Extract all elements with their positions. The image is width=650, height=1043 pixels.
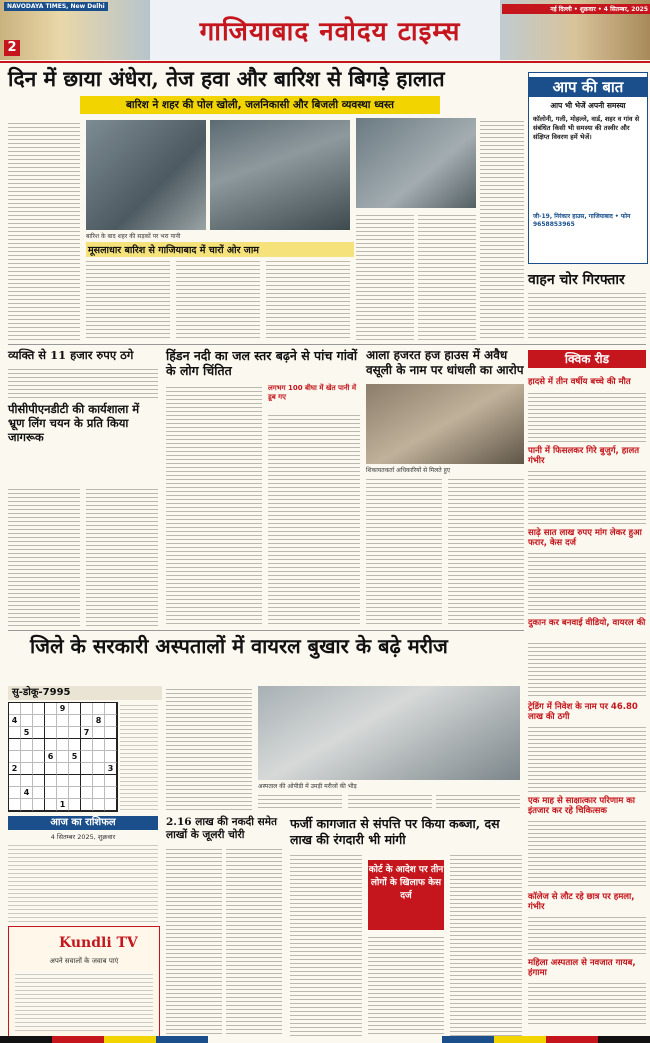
quick-read-body-2 (528, 468, 646, 524)
quick-read-item-3: साढ़े सात लाख रुपए मांग लेकर हुआ फरार, केस दर्ज (528, 528, 642, 548)
fraud-headline: फर्जी कागजात से संपत्ति पर किया कब्जा, दस लाख की रंगदारी भी मांगी (290, 816, 500, 847)
sudoku-cell (81, 799, 93, 811)
aap-ki-baat-contact: जी-19, निरंकार हाउस, गाजियाबाद • फोन 9658853965 (533, 213, 631, 228)
lead-body-col1 (8, 120, 80, 340)
sudoku-cell (33, 703, 45, 715)
quick-read-body-3 (528, 550, 646, 614)
sudoku-cell (105, 727, 117, 739)
sudoku-cell (45, 799, 57, 811)
sudoku-cell (57, 751, 69, 763)
sudoku-cell (45, 763, 57, 775)
awadh-photo (366, 384, 524, 464)
sudoku-cell (69, 727, 81, 739)
quick-read-body-7 (528, 914, 646, 954)
fraud-callout: कोर्ट के आदेश पर तीन लोगों के खिलाफ केस दर्ज (368, 860, 444, 930)
sudoku-cell (81, 715, 93, 727)
sudoku-cell (81, 775, 93, 787)
sudoku-cell (81, 739, 93, 751)
sudoku-cell (69, 787, 81, 799)
hindon-headline: हिंडन नदी का जल स्तर बढ़ने से पांच गांवों के लोग चिंतित (166, 348, 358, 378)
lead-headline: दिन में छाया अंधेरा, तेज हवा और बारिश से बिगड़े हालात (8, 66, 445, 91)
sudoku-cell: 8 (93, 715, 105, 727)
ad-body (15, 971, 153, 1031)
nala-body-2 (226, 846, 282, 1036)
awadh-body-2 (448, 476, 524, 626)
sudoku-cell (21, 739, 33, 751)
masthead (0, 0, 650, 60)
sudoku-cell (105, 715, 117, 727)
page-number: 2 (4, 40, 20, 56)
sudoku-cell (45, 739, 57, 751)
aap-ki-baat-subtitle: आप भी भेजें अपनी समस्या (550, 101, 626, 110)
lead-photo-1 (86, 120, 206, 230)
quick-read-item-7: कॉलेज से लौट रहे छात्र पर हमला, गंभीर (528, 892, 635, 912)
sudoku-cell: 1 (57, 799, 69, 811)
awadh-photo-caption: शिकायतकर्ता अधिकारियों से मिलते हुए (366, 467, 451, 474)
sudoku-cell (93, 763, 105, 775)
sudoku-cell (21, 763, 33, 775)
awadh-headline: आला हजरत हज हाउस में अवैध वसूली के नाम पर धांधली का आरोप (366, 348, 524, 377)
hindon-body-1 (166, 384, 262, 626)
sudoku-cell (45, 727, 57, 739)
quick-read-body-1 (528, 390, 646, 442)
aap-ki-baat-box (528, 72, 648, 264)
quick-read-label: क्विक रीड (528, 350, 646, 368)
hindon-body-2 (268, 412, 360, 626)
sudoku-cell (93, 739, 105, 751)
arrest-body (528, 290, 646, 340)
lead-inner-head: मूसलाधार बारिश से गाजियाबाद में चारों ओर जाम (86, 242, 354, 257)
sudoku-cell (21, 751, 33, 763)
sudoku-cell: 7 (81, 727, 93, 739)
sudoku-cell: 2 (9, 763, 21, 775)
lead-body-col4 (266, 258, 350, 340)
quick-read-body-6 (528, 818, 646, 888)
sudoku-cell: 4 (9, 715, 21, 727)
sudoku-cell (9, 787, 21, 799)
middle-photo (356, 118, 476, 208)
sudoku-cell (81, 751, 93, 763)
fever-photo-caption: अस्पताल की ओपीडी में उमड़ी मरीजों की भीड़ (258, 783, 357, 790)
quick-read-list (528, 372, 646, 1032)
ad-brand: Kundli TV (59, 935, 138, 951)
sudoku-cell (69, 739, 81, 751)
sudoku-cell (45, 787, 57, 799)
sudoku-cell (105, 703, 117, 715)
middle-col-1 (356, 212, 414, 340)
sudoku-grid (8, 702, 118, 812)
lead-body-col3 (176, 258, 260, 340)
lead-subhead: बारिश ने शहर की पोल खोली, जलनिकासी और बिजली व्यवस्था ध्वस्त (80, 96, 440, 114)
rashifal-title: आज का राशिफल (8, 816, 158, 830)
sudoku-cell (105, 775, 117, 787)
sudoku-cell (69, 799, 81, 811)
sudoku-cell (93, 751, 105, 763)
row-divider-1 (8, 344, 646, 345)
sudoku-cell (105, 799, 117, 811)
fever-headline: जिले के सरकारी अस्पतालों में वायरल बुखार के बढ़े मरीज (30, 634, 448, 658)
sudoku-cell (9, 775, 21, 787)
sudoku-cell (57, 787, 69, 799)
sudoku-cell (69, 715, 81, 727)
lead-body-col2 (86, 258, 170, 340)
fever-photo (258, 686, 520, 780)
sudoku-cell (81, 787, 93, 799)
rashifal-body (8, 842, 158, 922)
quick-read-body-8 (528, 980, 646, 1026)
sudoku-cell (9, 703, 21, 715)
sudoku-cell (93, 787, 105, 799)
sudoku-cell (33, 751, 45, 763)
sudoku-cell: 4 (21, 787, 33, 799)
row-divider-2 (8, 630, 524, 631)
sudoku-cell (57, 775, 69, 787)
fever-body-4 (436, 792, 520, 810)
sudoku-cell (33, 763, 45, 775)
sudoku-cell (45, 775, 57, 787)
sudoku-cell (33, 775, 45, 787)
sudoku-cell (57, 727, 69, 739)
sudoku-cell (57, 715, 69, 727)
fever-body-2 (258, 792, 342, 810)
sudoku-cell (9, 727, 21, 739)
sudoku-title: सु-डोकू-7995 (8, 686, 162, 700)
sudoku-cell (81, 703, 93, 715)
sudoku-cell (69, 775, 81, 787)
quick-read-item-5: ट्रेडिंग में निवेश के नाम पर 46.80 लाख की ठगी (528, 702, 638, 722)
quick-read-item-6: एक माह से साक्षात्कार परिणाम का इंतजार कर रहे चिकित्सक (528, 796, 635, 816)
sudoku-cell (33, 799, 45, 811)
right-col-text (480, 118, 524, 340)
news2-body-1 (8, 486, 80, 626)
sudoku-cell: 6 (45, 751, 57, 763)
quick-read-body-5 (528, 724, 646, 792)
sudoku-cell: 9 (57, 703, 69, 715)
sudoku-cell (93, 799, 105, 811)
aap-ki-baat-title: आप की बात (529, 77, 647, 97)
news1-body (8, 366, 158, 400)
arrest-headline: वाहन चोर गिरफ्तार (528, 272, 625, 288)
sudoku-cell (69, 763, 81, 775)
sudoku-cell (105, 751, 117, 763)
sudoku-cell (21, 703, 33, 715)
nala-body-1 (166, 846, 222, 1036)
sudoku-cell (105, 787, 117, 799)
sudoku-cell (21, 799, 33, 811)
aap-ki-baat-body: कॉलोनी, गली, मोहल्ले, वार्ड, शहर व गांव से संबंधित किसी भी समस्या की तस्वीर और संक्षिप्त विवरण हमें भेजें। (533, 115, 640, 141)
sudoku-cell (57, 763, 69, 775)
sudoku-cell (33, 787, 45, 799)
sudoku-cell: 3 (105, 763, 117, 775)
sudoku-cell (33, 727, 45, 739)
sudoku-cell (33, 715, 45, 727)
sudoku-cell (69, 703, 81, 715)
sudoku-instructions (120, 702, 158, 810)
sudoku-cell (93, 703, 105, 715)
sudoku-cell: 5 (21, 727, 33, 739)
kundli-ad (8, 926, 160, 1038)
sudoku-cell (21, 715, 33, 727)
sudoku-cell (45, 715, 57, 727)
sudoku-cell (21, 775, 33, 787)
news2-body-2 (86, 486, 158, 626)
sudoku-cell (57, 739, 69, 751)
lead-photo-caption: बारिश के बाद शहर की सड़कों पर भरा पानी (86, 233, 181, 240)
sudoku-cell (105, 739, 117, 751)
sudoku-cell (9, 751, 21, 763)
fraud-body-1 (290, 852, 362, 1036)
lead-photo-2 (210, 120, 350, 230)
sudoku-cell (81, 763, 93, 775)
sudoku-cell (45, 703, 57, 715)
sudoku-cell (9, 799, 21, 811)
date-line: नई दिल्ली • शुक्रवार • 4 सितम्बर, 2025 (502, 4, 650, 14)
fever-body-3 (348, 792, 432, 810)
sudoku-cell (9, 739, 21, 751)
sudoku-cell: 5 (69, 751, 81, 763)
quick-read-body-4 (528, 640, 646, 698)
rashifal-date: 4 सितम्बर 2025, शुक्रवार (50, 833, 116, 841)
masthead-top-left: NAVODAYA TIMES, New Delhi (4, 2, 108, 11)
fraud-body-2 (368, 934, 444, 1036)
fraud-body-3 (450, 852, 522, 1036)
nala-headline: 2.16 लाख की नकदी समेत लाखों के जूलरी चोरी (166, 816, 277, 841)
bottom-registration-bar (0, 1036, 650, 1043)
hindon-callout: लगभग 100 बीघा में खेत पानी में डूब गए (268, 384, 357, 401)
sudoku-cell (33, 739, 45, 751)
awadh-body-1 (366, 476, 442, 626)
quick-read-item-4: दुकान कर बनवाई वीडियो, वायरल की (528, 618, 646, 628)
masthead-title: गाजियाबाद नवोदय टाइम्स (199, 17, 461, 47)
ad-line: अपने सवालों के जवाब पाएं (49, 957, 119, 965)
news1-headline: व्यक्ति से 11 हजार रुपए ठगे (8, 348, 134, 362)
sudoku-cell (93, 727, 105, 739)
sudoku-cell (93, 775, 105, 787)
masthead-divider (0, 61, 650, 63)
quick-read-item-2: पानी में फिसलकर गिरे बुजुर्ग, हालत गंभीर (528, 446, 640, 466)
middle-col-2 (418, 212, 476, 340)
news2-headline: पीसीपीएनडीटी की कार्यशाला में भ्रूण लिंग चयन के प्रति किया जागरूक (8, 402, 140, 444)
quick-read-item-8: महिला अस्पताल से नवजात गायब, हंगामा (528, 958, 636, 978)
fever-body-1 (166, 686, 252, 810)
quick-read-item-1: हादसे में तीन वर्षीय बच्चे की मौत (528, 377, 631, 387)
